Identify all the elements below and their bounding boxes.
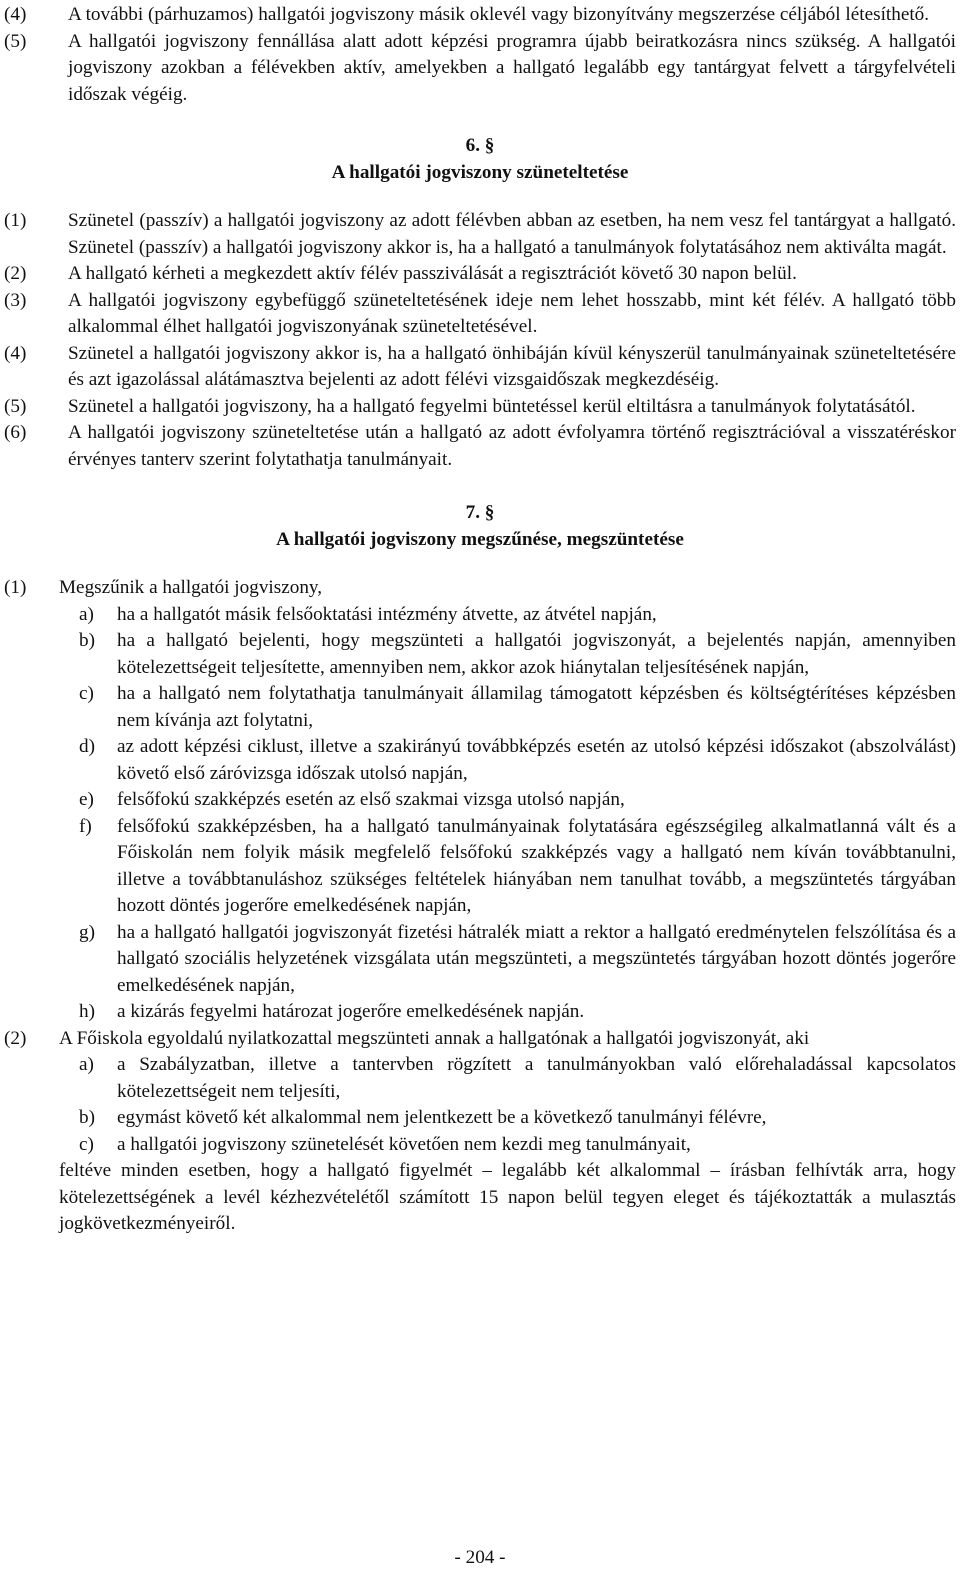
paragraph-number: (6) (4, 422, 27, 443)
document-page (4, 2, 956, 1238)
section-6-item-6 (4, 420, 956, 473)
section-6-item-3 (4, 288, 956, 341)
list-item (4, 602, 956, 629)
paragraph-5 (4, 29, 956, 109)
section-7-number (4, 500, 956, 527)
paragraph-number: (1) (4, 210, 27, 231)
list-letter: a) (79, 603, 94, 625)
list-text: ha a hallgatót másik felsőoktatási intézmény átvette, az átvétel napján, (117, 603, 657, 625)
section-number: 7. (465, 502, 480, 523)
list-letter: f) (79, 815, 92, 837)
paragraph-text: A további (párhuzamos) hallgatói jogviszony másik oklevél vagy bizonyítvány megszerzése céljából létesíthető. (68, 4, 930, 25)
closing-paragraph: feltéve minden esetben, hogy a hallgató figyelmét – legalább két alkalommal – írásban felhívták arra, hogy kötelezettségének a levél kézhezvételétől számított 15 napon belül tegyen eleget és tájékoztatták a mulasztás jogkövetkezményeiről. (59, 1160, 956, 1234)
list-item (4, 1105, 956, 1132)
list-text: felsőfokú szakképzés esetén az első szakmai vizsga utolsó napján, (117, 789, 625, 810)
list-item (4, 920, 956, 1000)
list-item (4, 814, 956, 920)
paragraph-number: (2) (4, 263, 27, 284)
paragraph-text: A Főiskola egyoldalú nyilatkozattal megszünteti annak a hallgatónak a hallgatói jogviszonyát, aki (59, 1027, 810, 1049)
list-text: a Szabályzatban, illetve a tantervben rögzített a tanulmányokban való előrehaladással kapcsolatos kötelezettségeit nem teljesíti, (117, 1054, 956, 1102)
list-text: ha a hallgató bejelenti, hogy megszünteti a hallgatói jogviszonyát, a bejelentés napján, amennyiben kötelezettségeit teljesítette, amennyiben nem, akkor azok hiánytalan teljesítésének napján, (117, 630, 956, 678)
list-text: felsőfokú szakképzésben, ha a hallgató tanulmányainak folytatására egészségileg alkalmatlanná vált és a Főiskolán nem folyik másik megfelelő felsőfokú szakképzés vagy a hallgató nem kíván továbbtanulni, illetve a továbbtanuláshoz szükséges feltételek hiányában nem tanulhat tovább, a megszüntetés tárgyában hozott döntés jogerőre emelkedésének napján, (117, 815, 956, 916)
list-item (4, 1052, 956, 1105)
section-6-item-5 (4, 394, 956, 421)
paragraph-number: (2) (4, 1027, 27, 1049)
list-item (4, 1132, 956, 1159)
paragraph-4 (4, 2, 956, 29)
paragraph-number: (4) (4, 342, 27, 364)
section-6-item-2 (4, 261, 956, 288)
paragraph-number: (5) (4, 395, 27, 417)
list-text: a kizárás fegyelmi határozat jogerőre emelkedésének napján. (117, 1001, 585, 1022)
page-number: - 204 - (454, 1547, 506, 1568)
section-7-item-2 (4, 1026, 956, 1053)
list-text: a hallgatói jogviszony szünetelését követően nem kezdi meg tanulmányait, (117, 1133, 691, 1155)
list-letter: h) (79, 1001, 95, 1022)
paragraph-text: A hallgatói jogviszony fennállása alatt adott képzési programra újabb beiratkozásra nincs szükség. A hallgatói jogviszony azokban a félévekben aktív, amelyekben a hallgató legalább egy tantárgyat felvett a tárgyfelvételi időszak végéig. (68, 30, 956, 105)
list-text: az adott képzési ciklust, illetve a szakirányú továbbképzés esetén az utolsó képzési időszakot (abszolválást) követő első záróvizsga időszak utolsó napján, (117, 736, 956, 784)
section-7 (4, 500, 956, 1238)
list-item (4, 628, 956, 681)
section-7-item-1 (4, 575, 956, 602)
section-7-title: A hallgatói jogviszony megszűnése, megszüntetése (276, 528, 684, 550)
paragraph-number: (3) (4, 289, 27, 311)
list-letter: a) (79, 1054, 94, 1075)
list-text: egymást követő két alkalommal nem jelentkezett be a következő tanulmányi félévre, (117, 1107, 767, 1128)
paragraph-number: (4) (4, 4, 27, 25)
paragraph-text: Megszűnik a hallgatói jogviszony, (59, 577, 323, 598)
list-item (4, 681, 956, 734)
section-6-item-1 (4, 208, 956, 261)
list-letter: c) (79, 1133, 94, 1155)
section-symbol: § (484, 502, 495, 523)
section-6-title: A hallgatói jogviszony szüneteltetése (331, 161, 629, 183)
paragraph-number: (1) (4, 577, 27, 598)
list-letter: b) (79, 630, 95, 651)
list-item (4, 734, 956, 787)
list-text: ha a hallgató hallgatói jogviszonyát fizetési hátralék miatt a rektor a hallgató eredménytelen felszólítása és a hallgató szociális helyzetének vizsgálata után megszünteti, a megszüntetés tárgyában hozott döntés jogerőre emelkedésének napján, (117, 921, 956, 996)
section-number: 6. (465, 135, 480, 156)
list-letter: c) (79, 683, 94, 704)
paragraph-text: A hallgatói jogviszony egybefüggő szüneteltetésének ideje nem lehet hosszabb, mint két félév. A hallgató több alkalommal élhet hallgatói jogviszonyának szüneteltetésével. (68, 289, 956, 337)
list-letter: b) (79, 1107, 95, 1128)
paragraph-text: Szünetel (passzív) a hallgatói jogviszony az adott félévben abban az esetben, ha nem vesz fel tantárgyat a hallgató. Szünetel (passzív) a hallgatói jogviszony akkor is, ha a hallgató a tanulmányok folytatásához nem aktiválta magát. (68, 210, 956, 258)
section-symbol: § (484, 135, 495, 156)
list-letter: g) (79, 921, 95, 943)
paragraph-text: A hallgatói jogviszony szüneteltetése után a hallgató az adott évfolyamra történő regisztrációval a visszatéréskor érvényes tanterv szerint folytathatja tanulmányait. (68, 422, 956, 470)
paragraph-text: Szünetel a hallgatói jogviszony, ha a hallgató fegyelmi büntetéssel kerül eltiltásra a tanulmányok folytatásától. (68, 395, 916, 417)
section-6-number (4, 133, 956, 160)
list-text: ha a hallgató nem folytathatja tanulmányait államilag támogatott képzésben és költségtérítéses képzésben nem kívánja azt folytatni, (117, 683, 956, 731)
section-6 (4, 133, 956, 473)
section-6-item-4 (4, 341, 956, 394)
paragraph-text: Szünetel a hallgatói jogviszony akkor is, ha a hallgató önhibáján kívül kényszerül tanulmányainak szüneteltetésére és azt igazolással alátámasztva bejelenti az adott félévi vizsgaidőszak megkezdéséig. (68, 342, 956, 390)
list-letter: e) (79, 789, 94, 810)
list-item (4, 787, 956, 814)
list-item (4, 999, 956, 1026)
paragraph-number: (5) (4, 30, 27, 52)
list-letter: d) (79, 736, 95, 757)
paragraph-text: A hallgató kérheti a megkezdett aktív félév passziválását a regisztrációt követő 30 napon belül. (68, 263, 797, 284)
